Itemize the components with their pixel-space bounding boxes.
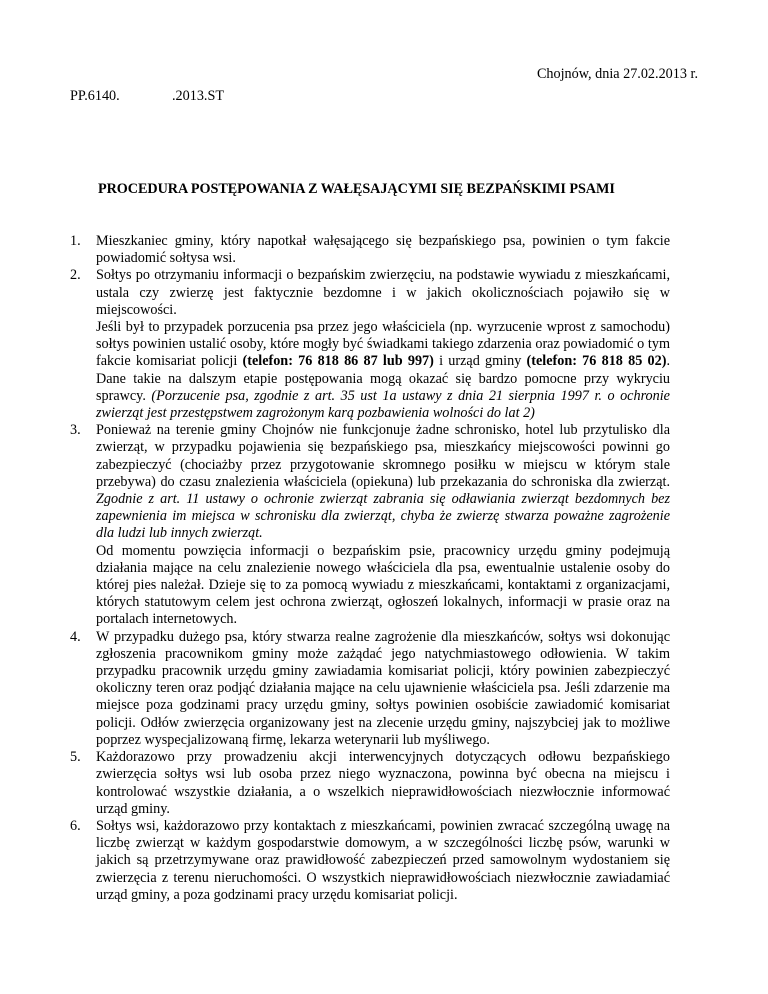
- item-text: Sołtys wsi, każdorazowo przy kontaktach z mieszkańcami, powinien zwracać szczególną uwagę na liczbę zwierząt w każdym gospodarstwie domowym, a w szczególności liczbę psów, warunki w jakich są przetrzymywane oraz prawidłowość zabezpieczeń przed samowolnym wydostaniem się zwierzęcia z terenu nieruchomości. O wszystkich nieprawidłowościach niezwłocznie zawiadamiać urząd gminy, a poza godzinami pracy urzędu komisariat policji.: [96, 817, 670, 903]
- item-number: 5.: [70, 749, 81, 766]
- list-item: [70, 628, 670, 749]
- item-text: Sołtys po otrzymaniu informacji o bezpańskim zwierzęciu, na podstawie wywiadu z mieszkańcami, ustala czy zwierzę jest faktycznie bezdomne i w jakich okolicznościach pojawiło się w miejscowości.: [96, 267, 670, 318]
- item-number: 6.: [70, 817, 81, 834]
- list-item: [70, 267, 670, 422]
- document-date: Chojnów, dnia 27.02.2013 r.: [536, 66, 698, 82]
- text-run: Jeśli był to przypadek porzucenia psa przez jego właściciela (np. wyrzucenie wprost z samochodu) sołtys powinien ustalić osoby, które mogły być świadkami takiego zdarzenia oraz powiadomić o tym fakcie komisariat policji: [96, 319, 670, 370]
- item-text: Każdorazowo przy prowadzeniu akcji interwencyjnych dotyczących odłowu bezpańskiego zwierzęcia sołtys wsi lub osoba przez niego wyznaczona, powinna być obecna na miejscu i kontrolować wszystkie działania, a o wszelkich nieprawidłowościach niezwłocznie informować urząd gminy.: [96, 749, 670, 817]
- item-text-continued: Od momentu powzięcia informacji o bezpańskim psie, pracownicy urzędu gminy podejmują działania mające na celu znalezienie nowego właściciela dla psa, ewentualnie ustalenie osoby do której pies należał. Dzieje się to za pomocą wywiadu z mieszkańcami, kontaktami z organizacjami, których statutowym celem jest ochrona zwierząt, ogłoszeń lokalnych, informacji w prasie oraz na portalach internetowych.: [96, 542, 670, 628]
- text-run: . Dane takie na dalszym etapie postępowania mogą okazać się bardzo pomocne przy wykryciu sprawcy.: [96, 353, 670, 404]
- item-number: 2.: [70, 267, 81, 284]
- reference-suffix: .2013.ST: [172, 88, 225, 104]
- police-phone: (telefon: 76 818 86 87 lub 997): [242, 353, 434, 370]
- list-item: [70, 233, 670, 267]
- office-phone: (telefon: 76 818 85 02): [526, 353, 667, 370]
- item-text: Mieszkaniec gminy, który napotkał wałęsającego się bezpańskiego psa, powinien o tym fakcie powiadomić sołtysa wsi.: [96, 233, 670, 267]
- text-run: i urząd gminy: [433, 353, 527, 370]
- reference-prefix: PP.6140.: [70, 88, 120, 104]
- procedure-list: [70, 233, 670, 904]
- legal-note: Zgodnie z art. 11 ustawy o ochronie zwierząt zabrania się odławiania zwierząt bezdomnych bez zapewnienia im miejsca w schronisku dla zwierząt, chyba że zwierzę stwarza poważne zagrożenie dla ludzi lub innych zwierząt.: [96, 491, 670, 542]
- document-title: PROCEDURA POSTĘPOWANIA Z WAŁĘSAJĄCYMI SIĘ BEZPAŃSKIMI PSAMI: [98, 181, 615, 197]
- list-item: [70, 749, 670, 818]
- list-item: [70, 422, 670, 628]
- item-number: 1.: [70, 233, 81, 249]
- text-run: Ponieważ na terenie gminy Chojnów nie funkcjonuje żadne schronisko, hotel lub przytulisko dla zwierząt, w przypadku pojawienia się bezpańskiego psa, mieszkańcy miejscowości powinni go zabezpieczyć (chociażby przez przygotowanie skromnego posiłku w miejscu w którym stale przebywa) do czasu znalezienia właściciela (opiekuna) lub przekazania do schroniska dla zwierząt.: [96, 422, 670, 490]
- list-item: [70, 817, 670, 904]
- item-number: 4.: [70, 628, 81, 645]
- item-text-continued: [96, 319, 670, 422]
- legal-note: (Porzucenie psa, zgodnie z art. 35 ust 1a ustawy z dnia 21 sierpnia 1997 r. o ochronie zwierząt jest przestępstwem zagrożonym karą pozbawienia wolności do lat 2): [96, 387, 670, 422]
- item-text: W przypadku dużego psa, który stwarza realne zagrożenie dla mieszkańców, sołtys wsi dokonując zgłoszenia pracownikom gminy może zażądać jego natychmiastowego odłowienia. W takim przypadku pracownik urzędu gminy zawiadamia komisariat policji, który powinien zabezpieczyć okoliczny teren oraz podjąć działania mające na celu ujawnienie właściciela psa. Jeśli zdarzenie ma miejsce poza godzinami pracy urzędu gminy, sołtys powinien osobiście zawiadomić komisariat policji. Odłów zwierzęcia organizowany jest na zlecenie urzędu gminy, najszybciej jak to możliwe poprzez wyspecjalizowaną firmę, lekarza weterynarii lub myśliwego.: [96, 628, 670, 748]
- item-number: 3.: [70, 422, 81, 439]
- item-text: [96, 422, 670, 542]
